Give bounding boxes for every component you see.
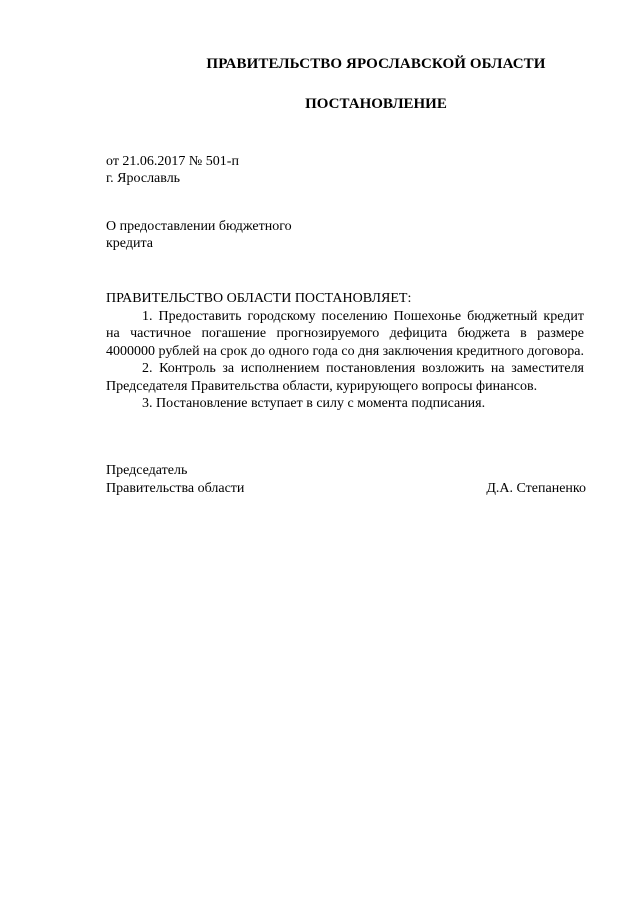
signatory-title: Председатель [106, 463, 188, 478]
preamble: ПРАВИТЕЛЬСТВО ОБЛАСТИ ПОСТАНОВЛЯЕТ: [106, 291, 412, 306]
date-number: от 21.06.2017 № 501-п [106, 154, 239, 169]
subject-line: кредита [106, 236, 153, 251]
document-type-heading: ПОСТАНОВЛЕНИЕ [305, 96, 447, 112]
resolution-body [106, 290, 584, 413]
city: г. Ярославль [106, 171, 181, 186]
signatory-name: Д.А. Степаненко [486, 480, 586, 496]
resolution-item: 1. Предоставить городскому поселению Пошехонье бюджетный кредит на частичное погашение прогнозируемого дефицита бюджета в размере 4000000 рублей на срок до одного года со дня заключения кредитного договора. [106, 308, 584, 359]
resolution-item: 2. Контроль за исполнением постановления возложить на заместителя Председателя Правительства области, курирующего вопросы финансов. [106, 361, 584, 394]
resolution-item: 3. Постановление вступает в силу с момента подписания. [142, 396, 486, 411]
signature-block [106, 462, 586, 497]
authority-heading: ПРАВИТЕЛЬСТВО ЯРОСЛАВСКОЙ ОБЛАСТИ [206, 56, 546, 72]
subject [106, 218, 326, 252]
signatory-title: Правительства области [106, 480, 245, 496]
subject-line: О предоставлении бюджетного [106, 219, 292, 234]
